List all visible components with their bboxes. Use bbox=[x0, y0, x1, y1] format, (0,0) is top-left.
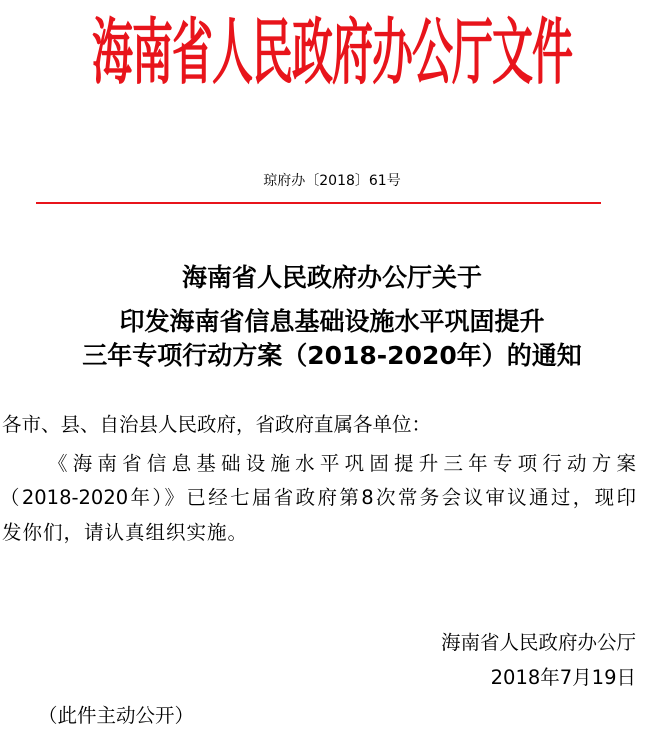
paragraph-line-3: 发你们，请认真组织实施。 bbox=[2, 521, 249, 544]
issuer: 海南省人民政府办公厅 bbox=[440, 631, 636, 654]
paragraph-line-1: 《海南省信息基础设施水平巩固提升三年专项行动方案 bbox=[48, 452, 636, 475]
title-line-2: 印发海南省信息基础设施水平巩固提升 bbox=[119, 307, 545, 336]
masthead: 海南省人民政府办公厅文件 bbox=[92, 10, 572, 95]
salutation: 各市、县、自治县人民政府，省政府直属各单位： bbox=[2, 413, 432, 436]
document-number: 琼府办〔2018〕61号 bbox=[263, 173, 401, 189]
paragraph-line-2: （2018-2020年）》已经七届省政府第8次常务会议审议通过，现印 bbox=[0, 486, 636, 509]
title-line-3: 三年专项行动方案（2018-2020年）的通知 bbox=[82, 341, 582, 370]
disclosure-note: （此件主动公开） bbox=[38, 704, 195, 727]
issue-date: 2018年7月19日 bbox=[490, 666, 636, 689]
title-line-1: 海南省人民政府办公厅关于 bbox=[181, 263, 482, 292]
red-divider bbox=[36, 202, 601, 204]
